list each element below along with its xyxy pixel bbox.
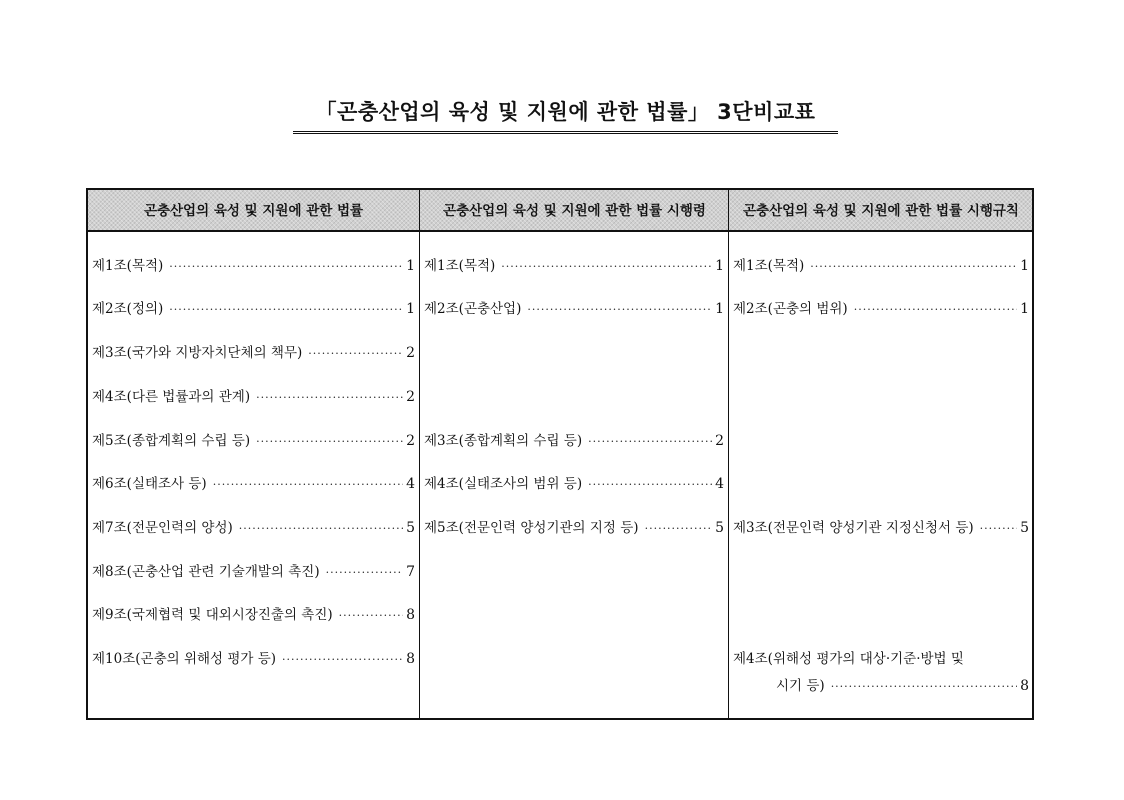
entry-label: 제9조(국제협력 및 대외시장진출의 촉진) xyxy=(92,607,333,623)
entry-label: 제2조(정의) xyxy=(92,301,164,317)
decree-entry xyxy=(424,299,724,319)
rule-entry xyxy=(776,676,1029,696)
leader-dots xyxy=(169,257,403,277)
entry-page: 2 xyxy=(715,433,724,449)
entry-label: 제10조(곤충의 위해성 평가 등) xyxy=(92,651,277,667)
entry-page: 5 xyxy=(1020,520,1029,536)
entry-label: 제1조(목적) xyxy=(733,258,805,274)
entry-label: 제5조(전문인력 양성기관의 지정 등) xyxy=(424,520,639,536)
leader-dots xyxy=(831,677,1017,697)
law-entry xyxy=(92,474,415,494)
law-entry xyxy=(92,518,415,538)
leader-dots xyxy=(854,300,1017,320)
rule-entry-first-line: 제4조(위해성 평가의 대상·기준·방법 및 xyxy=(733,651,964,667)
entry-label: 제1조(목적) xyxy=(92,258,164,274)
entry-page: 1 xyxy=(1020,301,1029,317)
leader-dots xyxy=(588,432,712,452)
entry-label: 제1조(목적) xyxy=(424,258,496,274)
column-divider xyxy=(419,190,420,718)
law-entry xyxy=(92,343,415,363)
leader-dots xyxy=(256,388,403,408)
entry-page: 5 xyxy=(406,520,415,536)
entry-label: 제3조(전문인력 양성기관 지정신청서 등) xyxy=(733,520,974,536)
leader-dots xyxy=(239,519,403,539)
entry-page: 8 xyxy=(1020,678,1029,694)
document-title-wrap xyxy=(293,97,838,134)
leader-dots xyxy=(810,257,1017,277)
entry-page: 1 xyxy=(406,258,415,274)
leader-dots xyxy=(588,475,712,495)
rule-entry xyxy=(733,518,1029,538)
entry-label: 제2조(곤충의 범위) xyxy=(733,301,848,317)
header-rule: 곤충산업의 육성 및 지원에 관한 법률 시행규칙 xyxy=(743,203,1019,219)
decree-entry xyxy=(424,474,724,494)
entry-label: 제4조(실태조사의 범위 등) xyxy=(424,476,583,492)
entry-page: 2 xyxy=(406,433,415,449)
law-entry xyxy=(92,299,415,319)
law-entry xyxy=(92,605,415,625)
decree-entry xyxy=(424,518,724,538)
entry-page: 5 xyxy=(715,520,724,536)
leader-dots xyxy=(339,606,403,626)
leader-dots xyxy=(213,475,403,495)
comparison-table xyxy=(86,188,1034,720)
law-entry xyxy=(92,649,415,669)
entry-page: 8 xyxy=(406,651,415,667)
entry-label: 제7조(전문인력의 양성) xyxy=(92,520,233,536)
law-entry xyxy=(92,562,415,582)
header-law: 곤충산업의 육성 및 지원에 관한 법률 xyxy=(143,203,364,219)
entry-page: 2 xyxy=(406,345,415,361)
law-entry xyxy=(92,256,415,276)
entry-label: 시기 등) xyxy=(776,678,825,694)
entry-page: 7 xyxy=(406,564,415,580)
entry-page: 2 xyxy=(406,389,415,405)
entry-label: 제2조(곤충산업) xyxy=(424,301,522,317)
decree-entry xyxy=(424,256,724,276)
entry-page: 1 xyxy=(406,301,415,317)
leader-dots xyxy=(282,650,403,670)
entry-label: 제4조(다른 법률과의 관계) xyxy=(92,389,251,405)
leader-dots xyxy=(501,257,712,277)
entry-label: 제8조(곤충산업 관련 기술개발의 촉진) xyxy=(92,564,320,580)
entry-label: 제6조(실태조사 등) xyxy=(92,476,207,492)
table-header-row xyxy=(88,190,1032,232)
leader-dots xyxy=(308,344,403,364)
entry-page: 1 xyxy=(715,301,724,317)
rule-entry xyxy=(733,299,1029,319)
leader-dots xyxy=(527,300,712,320)
leader-dots xyxy=(169,300,403,320)
entry-page: 1 xyxy=(715,258,724,274)
entry-label: 제3조(국가와 지방자치단체의 책무) xyxy=(92,345,303,361)
entry-page: 4 xyxy=(406,476,415,492)
entry-page: 4 xyxy=(715,476,724,492)
leader-dots xyxy=(256,432,403,452)
entry-page: 1 xyxy=(1020,258,1029,274)
law-entry xyxy=(92,431,415,451)
rule-entry xyxy=(733,256,1029,276)
leader-dots xyxy=(645,519,713,539)
entry-label: 제5조(종합계획의 수립 등) xyxy=(92,433,251,449)
leader-dots xyxy=(980,519,1017,539)
entry-label: 제3조(종합계획의 수립 등) xyxy=(424,433,583,449)
column-divider xyxy=(728,190,729,718)
law-entry xyxy=(92,387,415,407)
document-title: 「곤충산업의 육성 및 지원에 관한 법률」 3단비교표 xyxy=(293,97,838,134)
entry-page: 8 xyxy=(406,607,415,623)
header-decree: 곤충산업의 육성 및 지원에 관한 법률 시행령 xyxy=(443,203,706,219)
decree-entry xyxy=(424,431,724,451)
leader-dots xyxy=(326,563,403,583)
